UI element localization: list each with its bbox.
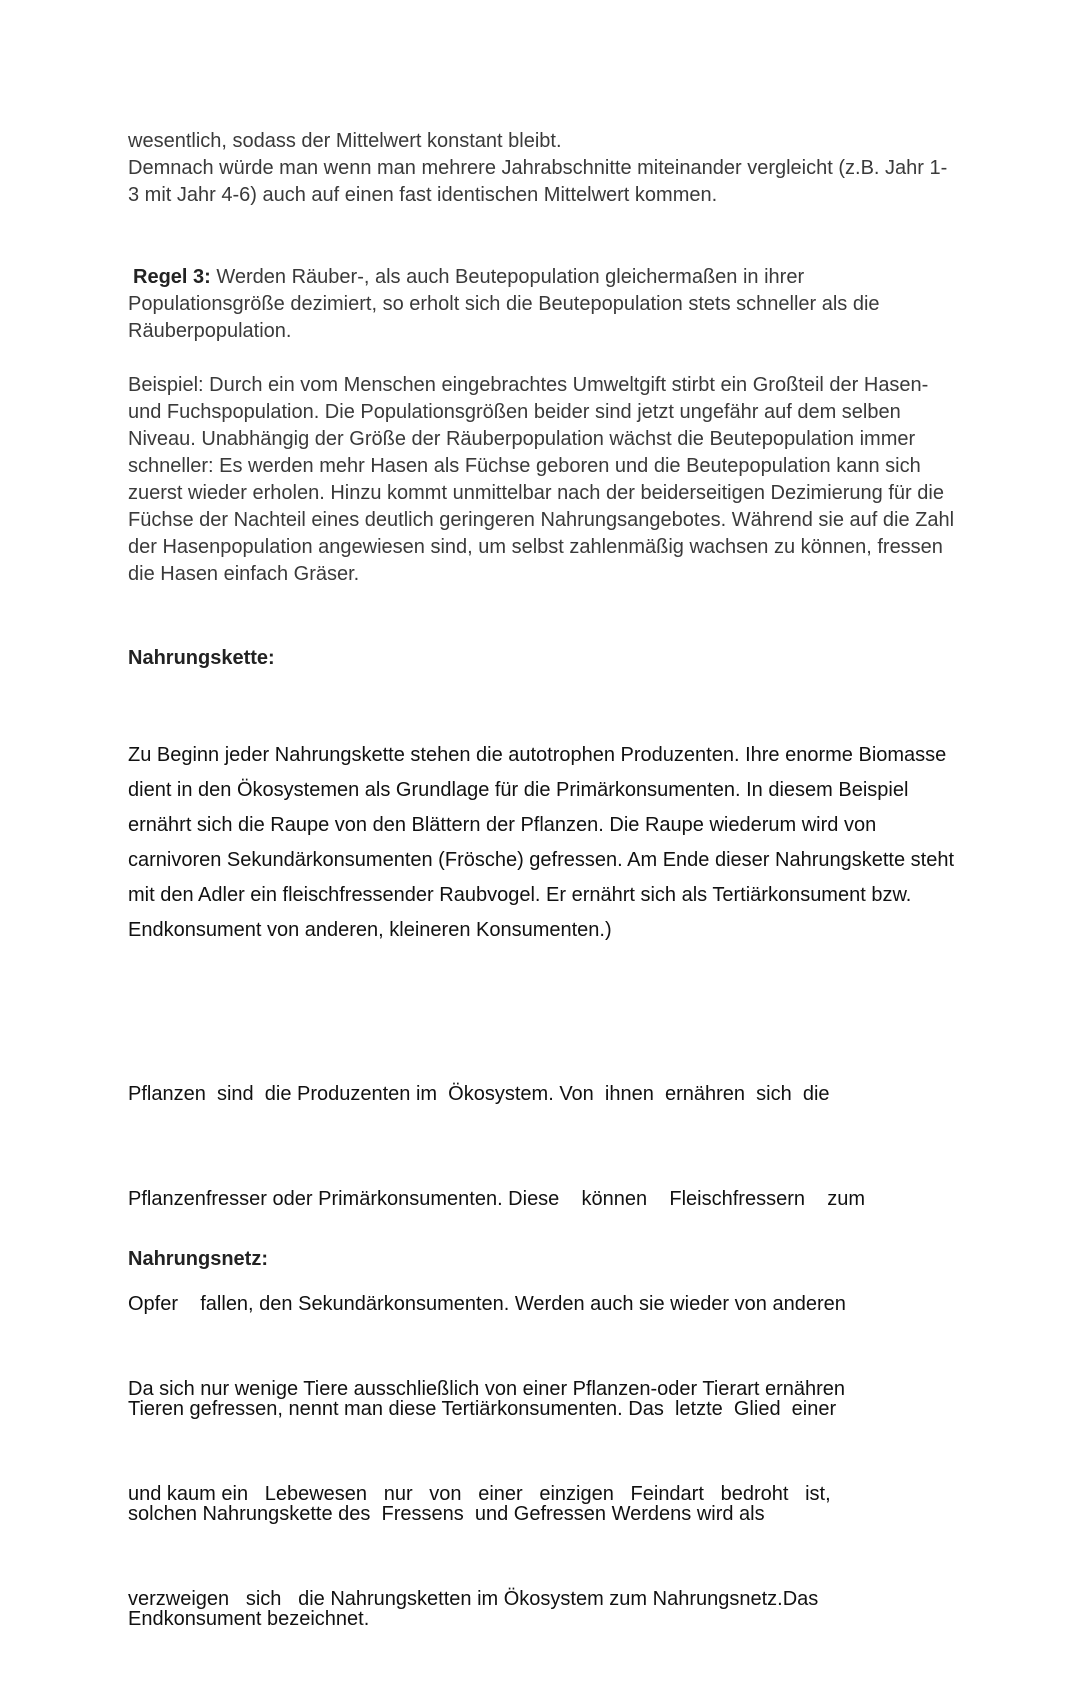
nahrungskette-p2-line: Opfer fallen, den Sekundärkonsumenten. Werden auch sie wieder von anderen <box>128 1293 846 1315</box>
rule-3-text: Werden Räuber-, als auch Beutepopulation gleichermaßen in ihrer Populationsgröße dezimiert, so erholt sich die Beutepopulation stets schneller als die Räuberpopulation. <box>128 266 880 342</box>
rule-3-label: Regel 3: <box>133 266 211 288</box>
nahrungskette-p2-line: Endkonsument bezeichnet. <box>128 1608 370 1630</box>
nahrungskette-p2-line: Tieren gefressen, nennt man diese Tertiärkonsumenten. Das letzte Glied einer <box>128 1398 837 1420</box>
nahrungskette-p2-line: Pflanzen sind die Produzenten im Ökosystem. Von ihnen ernähren sich die <box>128 1083 830 1105</box>
intro-line-2: Demnach würde man wenn man mehrere Jahrabschnitte miteinander vergleicht (z.B. Jahr 1-3 mit Jahr 4-6) auch auf einen fast identischen Mittelwert kommen. <box>128 157 948 206</box>
nahrungsnetz-paragraph <box>128 1302 958 1687</box>
document-page <box>128 0 958 1630</box>
nahrungsnetz-line: Da sich nur wenige Tiere ausschließlich von einer Pflanzen-oder Tierart ernähren <box>128 1378 846 1400</box>
nahrungsnetz-line: verzweigen sich die Nahrungsketten im Ökosystem zum Nahrungsnetz.Das <box>128 1588 819 1610</box>
nahrungskette-p2-line: Pflanzenfresser oder Primärkonsumenten. Diese können Fleischfressern zum <box>128 1188 865 1210</box>
example-paragraph: Beispiel: Durch ein vom Menschen eingebrachtes Umweltgift stirbt ein Großteil der Hasen- und Fuchspopulation. Die Populationsgrößen beider sind jetzt ungefähr auf dem selben Niveau. Unabhängig der Größe der Räuberpopulation wächst die Beutepopulation immer schneller: Es werden mehr Hasen als Füchse geboren und die Beutepopulation kann sich zuerst wieder erholen. Hinzu kommt unmittelbar nach der beiderseitigen Dezimierung für die Füchse der Nachteil eines deutlich geringeren Nahrungsangebotes. Während sie auf die Zahl der Hasenpopulation angewiesen sind, um selbst zahlenmäßig wachsen zu können, fressen die Hasen einfach Gräser. <box>128 374 955 585</box>
nahrungskette-p2-line: solchen Nahrungskette des Fressens und Gefressen Werdens wird als <box>128 1503 765 1525</box>
nahrungsnetz-heading: Nahrungsnetz: <box>128 1248 268 1270</box>
nahrungskette-paragraph-1: Zu Beginn jeder Nahrungskette stehen die autotrophen Produzenten. Ihre enorme Biomasse dient in den Ökosystemen als Grundlage für die Primärkonsumenten. In diesem Beispiel ernährt sich die Raupe von den Blättern der Pflanzen. Die Raupe wiederum wird von carnivoren Sekundärkonsumenten (Frösche) gefressen. Am Ende dieser Nahrungskette steht mit den Adler ein fleischfressender Raubvogel. Er ernährt sich als Tertiärkonsument bzw. Endkonsument von anderen, kleineren Konsumenten.) <box>128 744 954 941</box>
rule-3-paragraph <box>128 264 958 345</box>
nahrungskette-heading: Nahrungskette: <box>128 647 275 669</box>
nahrungsnetz-line: und kaum ein Lebewesen nur von einer einzigen Feindart bedroht ist, <box>128 1483 831 1505</box>
intro-line-1: wesentlich, sodass der Mittelwert konstant bleibt. <box>128 130 562 152</box>
